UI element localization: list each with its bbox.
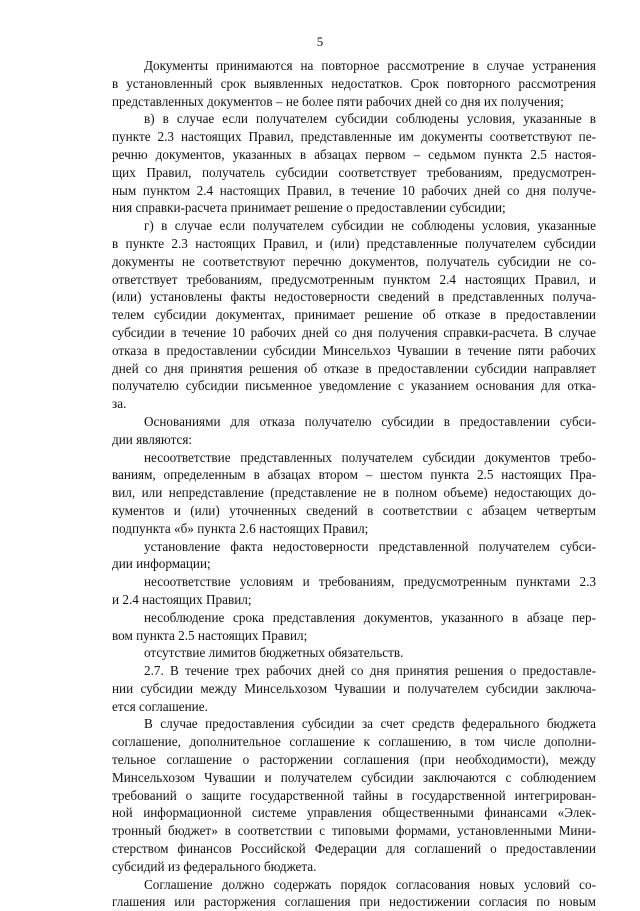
text-line: субсидий из федерального бюджета.	[112, 858, 317, 874]
text-line: Документы принимаются на повторное рассмотрение в случае устранения	[144, 58, 596, 73]
text-line: ваниям, определенным в абзацах втором – шестом пункта 2.5 настоящих Пра-	[112, 467, 596, 483]
text-line: г) в случае если получателем субсидии не соблюдены условия, указанные	[144, 218, 596, 234]
page-number: 5	[316, 34, 324, 49]
text-line: кументов и (или) уточненных сведений в соответствии с абзацем четвертым	[112, 502, 596, 518]
text-line: в установленный срок выявленных недостатков. Срок повторного рассмотрения	[112, 75, 596, 91]
text-line: и 2.4 настоящих Правил;	[112, 591, 252, 607]
text-line: ной информационной системе управления общественными финансами «Элек-	[112, 805, 596, 821]
text-line: щих Правил, получатель субсидии соответствует требованиям, предусмотрен-	[112, 164, 596, 180]
text-line: в пункте 2.3 настоящих Правил, и (или) представленные получателем субсидии	[112, 235, 596, 251]
text-line: отсутствие лимитов бюджетных обязательств.	[144, 645, 404, 661]
paragraph-clause-v	[112, 110, 596, 217]
text-line: тельное соглашение о расторжении соглашения (при необходимости), между	[112, 752, 596, 768]
paragraph-federal-budget	[112, 715, 596, 875]
paragraph-agreement-content	[112, 876, 596, 911]
text-line: ния справки-расчета принимает решение о предоставлении субсидии;	[112, 200, 506, 216]
text-line: вил, или непредставление (представление не в полном объеме) недостающих до-	[112, 485, 596, 501]
text-line: тронный бюджет» в соответствии с типовыми формами, установленными Мини-	[112, 823, 596, 839]
text-line: глашения или расторжения соглашения при недостижении согласия по новым	[112, 894, 596, 910]
text-line: пункте 2.3 настоящих Правил, представленные им документы соответствуют пе-	[112, 129, 596, 145]
text-line: дии информации;	[112, 556, 211, 572]
text-line: речню документов, указанных в абзацах первом – седьмом пункта 2.5 настоя-	[112, 146, 596, 162]
text-line: Минсельхозом Чувашии и получателем субсидии заключаются с соблюдением	[112, 769, 596, 785]
paragraph-refusal-grounds-intro	[112, 413, 596, 449]
text-line: (или) установлены факты недостоверности сведений в представленных получа-	[112, 289, 596, 305]
text-line: несоответствие представленных получателем субсидии документов требо-	[144, 449, 596, 465]
paragraph-ground-false-information	[112, 538, 596, 574]
text-line: субсидии в течение 10 рабочих дней со дня получения справки-расчета. В случае	[112, 324, 596, 340]
text-line: за.	[112, 396, 127, 412]
text-line: требований о защите государственной тайны в государственной интегрирован-	[112, 787, 596, 803]
text-line: дней со дня принятия решения об отказе в предоставлении субсидии направляет	[112, 360, 596, 376]
text-line: вом пункта 2.5 настоящих Правил;	[112, 627, 308, 643]
paragraph-ground-limits	[112, 644, 596, 662]
text-line: установление факта недостоверности представленной получателем субси-	[144, 538, 596, 554]
document-body	[112, 57, 596, 911]
text-line: Основаниями для отказа получателю субсидии в предоставлении субси-	[144, 413, 596, 429]
paragraph-clause-g	[112, 217, 596, 413]
text-line: телем субсидии документах, принимает решение об отказе в предоставлении	[112, 307, 596, 323]
text-line: дии являются:	[112, 431, 193, 447]
text-line: подпункта «б» пункта 2.6 настоящих Правил;	[112, 520, 369, 536]
text-line: в) в случае если получателем субсидии соблюдены условия, указанные в	[144, 111, 596, 127]
text-line: ответствует требованиям, предусмотренным пунктом 2.4 настоящих Правил, и	[112, 271, 596, 287]
text-line: отказа в предоставлении субсидии Минсельхоз Чувашии в течение пяти рабочих	[112, 342, 596, 358]
text-line: нии субсидии между Минсельхозом Чувашии и получателем субсидии заключа-	[112, 680, 596, 696]
text-line: В случае предоставления субсидии за счет средств федерального бюджета	[144, 716, 596, 732]
text-line: представленных документов – не более пяти рабочих дней со дня их получения;	[112, 93, 564, 109]
paragraph-resubmission	[112, 57, 596, 110]
text-line: 2.7. В течение трех рабочих дней со дня принятия решения о предоставле-	[144, 663, 596, 679]
text-line: несоответствие условиям и требованиям, предусмотренным пунктами 2.3	[144, 574, 596, 590]
text-line: несоблюдение срока представления документов, указанного в абзаце пер-	[144, 609, 596, 625]
text-line: получателю субсидии письменное уведомление с указанием основания для отка-	[112, 378, 596, 394]
text-line: Соглашение должно содержать порядок согласования новых условий со-	[144, 876, 596, 892]
text-line: документы не соответствуют перечню документов, получатель субсидии не со-	[112, 253, 596, 269]
text-line: соглашение, дополнительное соглашение к соглашению, в том числе дополни-	[112, 734, 596, 750]
text-line: стерством финансов Российской Федерации для соглашений о предоставлении	[112, 841, 596, 857]
paragraph-ground-deadline	[112, 609, 596, 645]
text-line: ется соглашение.	[112, 698, 208, 714]
paragraph-ground-conditions	[112, 573, 596, 609]
paragraph-section-2-7	[112, 662, 596, 715]
paragraph-ground-noncompliant-documents	[112, 449, 596, 538]
text-line: ным пунктом 2.4 настоящих Правил, в течение 10 рабочих дней со дня получе-	[112, 182, 596, 198]
